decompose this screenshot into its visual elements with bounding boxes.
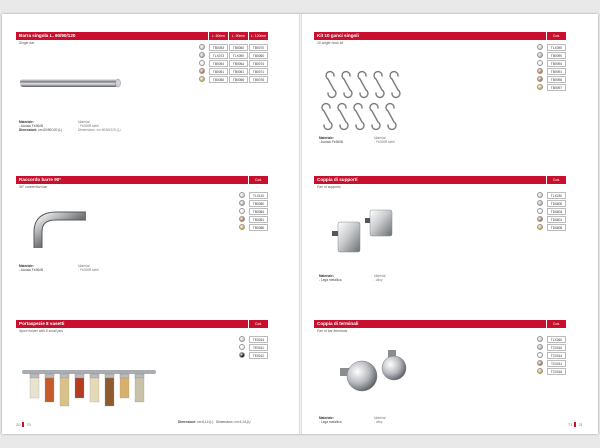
material-label: Materiale: (19, 264, 34, 268)
code-table (239, 191, 268, 231)
spice-jar (45, 374, 54, 402)
finish-swatch (537, 224, 543, 230)
table-row (239, 207, 268, 215)
page-number: 20 (16, 422, 21, 427)
s-hook (322, 104, 332, 130)
material-value: - Acciaio Fe360B (319, 140, 344, 145)
product-code: TD0601 (547, 216, 566, 223)
product-code: TD0600 (547, 200, 566, 207)
spice-rail (22, 370, 156, 374)
product-header (314, 176, 566, 184)
product-code: TB0066 (229, 76, 248, 83)
material-label-en: Material: (374, 416, 387, 420)
product-code: TB0080 (249, 200, 268, 207)
material-info-en (374, 274, 386, 282)
finish-swatch (537, 344, 543, 350)
product-code: TLX110 (249, 192, 268, 199)
spice-holder-image (22, 364, 158, 414)
table-row (537, 67, 566, 75)
finish-swatch (537, 52, 543, 58)
table-row (537, 215, 566, 223)
dimension-value: cm 6,14 (L) (197, 420, 214, 424)
material-label-en: Material: (374, 136, 387, 140)
material-value: - Lega metallica (319, 420, 342, 425)
product-code: TLX090 (547, 44, 566, 51)
finish-swatch (537, 60, 543, 66)
finish-swatch (537, 216, 543, 222)
page-fold (299, 14, 302, 434)
product-subtitle: 90° connection bar (19, 185, 48, 189)
product-code: TB0053 (209, 44, 228, 51)
material-value-en: - Fe360B steel (78, 124, 99, 129)
finish-swatch (537, 208, 543, 214)
page-label: 70 (26, 422, 31, 427)
product-header (16, 320, 268, 328)
product-code: TB0094 (547, 60, 566, 67)
material-value-en: - Fe360B steel (78, 268, 99, 273)
product-code: TB0071 (249, 68, 268, 75)
page-divider (574, 422, 576, 427)
code-table (537, 191, 566, 231)
product-code: TB0061 (229, 68, 248, 75)
product-code: TB0054 (209, 60, 228, 67)
spice-jar (60, 374, 69, 406)
table-row (537, 223, 566, 231)
dimension-info (178, 420, 251, 424)
finish-swatch (537, 368, 543, 374)
table-row (239, 191, 268, 199)
product-code: TLX073 (209, 52, 228, 59)
s-hook (342, 72, 352, 98)
finish-swatch (537, 336, 543, 342)
table-row (537, 367, 566, 375)
table-row (239, 215, 268, 223)
product-code: TB0081 (249, 216, 268, 223)
product-code: TE0014 (249, 336, 268, 343)
dimension-label: Dimensioni: (178, 420, 197, 424)
column-headers (546, 320, 566, 328)
product-title: Portaspezie 8 vasetti (16, 320, 248, 328)
s-hook (338, 104, 348, 130)
column-header: L. 90mm (229, 32, 248, 40)
page-number: 21 (578, 422, 583, 427)
spice-jar (75, 374, 84, 398)
column-headers (248, 320, 268, 328)
finish-swatch (199, 60, 205, 66)
catalog-spread (2, 14, 598, 434)
product-code: TB0090 (547, 52, 566, 59)
support-block (338, 222, 360, 252)
dimension-label: Dimensioni: (19, 128, 38, 133)
finish-swatch (239, 336, 245, 342)
s-hook (370, 104, 380, 130)
dimension-value-en: cm 60/90/120 (L) (96, 128, 121, 133)
product-subtitle: Pair of supports (317, 185, 341, 189)
right-page-number (568, 422, 583, 427)
table-row (537, 335, 566, 343)
spice-jar (135, 374, 144, 402)
table-row (199, 59, 268, 67)
support-screw-hole (365, 218, 370, 223)
column-headers (546, 32, 566, 40)
page-label: 71 (568, 422, 573, 427)
product-code: TB0070 (249, 44, 268, 51)
table-row (239, 223, 268, 231)
table-row (199, 51, 268, 59)
finish-swatch (239, 208, 245, 214)
finish-swatch (537, 68, 543, 74)
material-info-en (374, 136, 395, 144)
product-connection-bar (16, 176, 276, 296)
table-row (199, 67, 268, 75)
product-title: Coppia di terminali (314, 320, 546, 328)
product-code: TB0056 (209, 76, 228, 83)
table-row (239, 351, 268, 359)
dimension-label-en: Dimensions: (78, 128, 96, 133)
s-hook (390, 72, 400, 98)
product-title: Kit 10 ganci singoli (314, 32, 546, 40)
product-code: TB0060 (249, 52, 268, 59)
product-code: TC0014 (547, 352, 566, 359)
table-row (537, 199, 566, 207)
product-code: TB0084 (249, 208, 268, 215)
finish-swatch (199, 52, 205, 58)
finish-swatch (537, 200, 543, 206)
finish-swatch (239, 200, 245, 206)
code-table (537, 43, 566, 91)
spice-jar (105, 374, 114, 406)
code-table (199, 43, 268, 83)
column-header: Cod. (547, 32, 566, 40)
product-code: TLX230 (547, 192, 566, 199)
product-hook-kit (314, 32, 584, 154)
product-code: TD0606 (547, 224, 566, 231)
material-value: - Lega metallica (319, 278, 342, 283)
terminals-image (336, 346, 416, 402)
finish-swatch (239, 224, 245, 230)
column-header: Cod. (249, 176, 268, 184)
table-row (537, 359, 566, 367)
material-label-en: Material: (78, 120, 91, 124)
column-header: L. 60mm (209, 32, 228, 40)
product-title: Raccordo barre 90° (16, 176, 248, 184)
finish-swatch (537, 44, 543, 50)
product-terminals (314, 320, 584, 425)
column-header: Cod. (547, 320, 566, 328)
code-table (239, 335, 268, 359)
product-code: TB0091 (547, 68, 566, 75)
dimension-value-en: cm 6,14 (L) (234, 420, 251, 424)
column-headers (248, 176, 268, 184)
product-code: TD0604 (547, 208, 566, 215)
hook-kit-image (320, 68, 406, 138)
product-supports (314, 176, 584, 296)
s-hook (386, 104, 396, 130)
product-code: TB0074 (249, 60, 268, 67)
finish-swatch (537, 360, 543, 366)
column-headers (208, 32, 268, 40)
dimension-label-en: Dimensions: (215, 420, 234, 424)
table-row (537, 43, 566, 51)
product-header (314, 32, 566, 40)
product-title: Coppia di supporti (314, 176, 546, 184)
table-row (199, 43, 268, 51)
product-code: TB0076 (249, 76, 268, 83)
s-hook (354, 104, 364, 130)
finish-swatch (239, 352, 245, 358)
finish-swatch (239, 344, 245, 350)
product-code: TC0016 (547, 368, 566, 375)
table-row (537, 351, 566, 359)
material-info (319, 136, 343, 144)
spice-jar (90, 374, 99, 402)
material-value: - Acciaio Fe360B (19, 268, 44, 273)
page-divider (22, 422, 24, 427)
table-row (537, 343, 566, 351)
s-hook (326, 72, 336, 98)
spice-jar (30, 374, 39, 398)
finish-swatch (199, 76, 205, 82)
product-code: TB0096 (547, 76, 566, 83)
support-block (370, 210, 392, 236)
spice-jar (120, 374, 129, 398)
product-code: TB0060 (229, 44, 248, 51)
finish-swatch (239, 192, 245, 198)
product-code: TE0012 (249, 352, 268, 359)
single-bar-image (18, 76, 128, 92)
product-code: TB0086 (249, 224, 268, 231)
product-subtitle: Spice holder with 8 small jars (19, 329, 63, 333)
table-row (537, 191, 566, 199)
table-row (537, 75, 566, 83)
product-code: TC0010 (547, 344, 566, 351)
finish-swatch (537, 352, 543, 358)
material-label: Materiale: (319, 416, 334, 420)
material-label: Materiale: (19, 120, 34, 124)
product-header (16, 176, 268, 184)
material-info (19, 120, 62, 133)
product-code: TLX090 (229, 52, 248, 59)
support-screw-hole (332, 231, 338, 236)
column-header: Cod. (249, 320, 268, 328)
connection-bar-image (34, 210, 94, 252)
material-info (319, 416, 342, 424)
product-header (16, 32, 268, 40)
finish-swatch (537, 76, 543, 82)
table-row (537, 83, 566, 91)
table-row (537, 207, 566, 215)
table-row (537, 59, 566, 67)
product-subtitle: Pair of bar terminals (317, 329, 348, 333)
code-table (537, 335, 566, 375)
finish-swatch (239, 216, 245, 222)
material-value-en: - alloy (374, 420, 383, 425)
product-title: Barra singola L. 60/90/120 (16, 32, 208, 40)
s-hook (358, 72, 368, 98)
finish-swatch (199, 44, 205, 50)
table-row (239, 343, 268, 351)
material-info (19, 264, 43, 272)
material-info (319, 274, 342, 282)
product-code: TB0051 (209, 68, 228, 75)
product-code: TC0011 (547, 360, 566, 367)
product-spice-holder (16, 320, 276, 424)
material-label-en: Material: (78, 264, 91, 268)
material-value-en: - Fe360B steel (374, 140, 395, 145)
material-info-en (78, 120, 121, 133)
product-subtitle: Single bar (19, 41, 35, 45)
column-header: Cod. (547, 176, 566, 184)
table-row (199, 75, 268, 83)
material-value: - Acciaio Fe360B (19, 124, 44, 129)
product-single-bar (16, 32, 276, 154)
s-hook (374, 72, 384, 98)
left-page-number (16, 422, 31, 427)
table-row (537, 51, 566, 59)
column-header: L. 120mm (250, 34, 267, 38)
material-label: Materiale: (319, 136, 334, 140)
table-row (239, 335, 268, 343)
dimension-value: cm 60/90/120 (L) (38, 128, 63, 133)
product-header (314, 320, 566, 328)
finish-swatch (537, 84, 543, 90)
terminal-cap (347, 361, 377, 391)
product-code: TB0097 (547, 84, 566, 91)
material-value-en: - alloy (374, 278, 383, 283)
product-code: TE0011 (249, 344, 268, 351)
product-code: TLX260 (547, 336, 566, 343)
material-info-en (78, 264, 99, 272)
material-info-en (374, 416, 386, 424)
terminal-cap (382, 356, 406, 380)
product-code: TB0064 (229, 60, 248, 67)
product-subtitle: 10 single hook kit (317, 41, 344, 45)
supports-image (326, 206, 406, 256)
finish-swatch (199, 68, 205, 74)
material-label: Materiale: (319, 274, 334, 278)
column-headers (546, 176, 566, 184)
material-label-en: Material: (374, 274, 387, 278)
table-row (239, 199, 268, 207)
finish-swatch (537, 192, 543, 198)
